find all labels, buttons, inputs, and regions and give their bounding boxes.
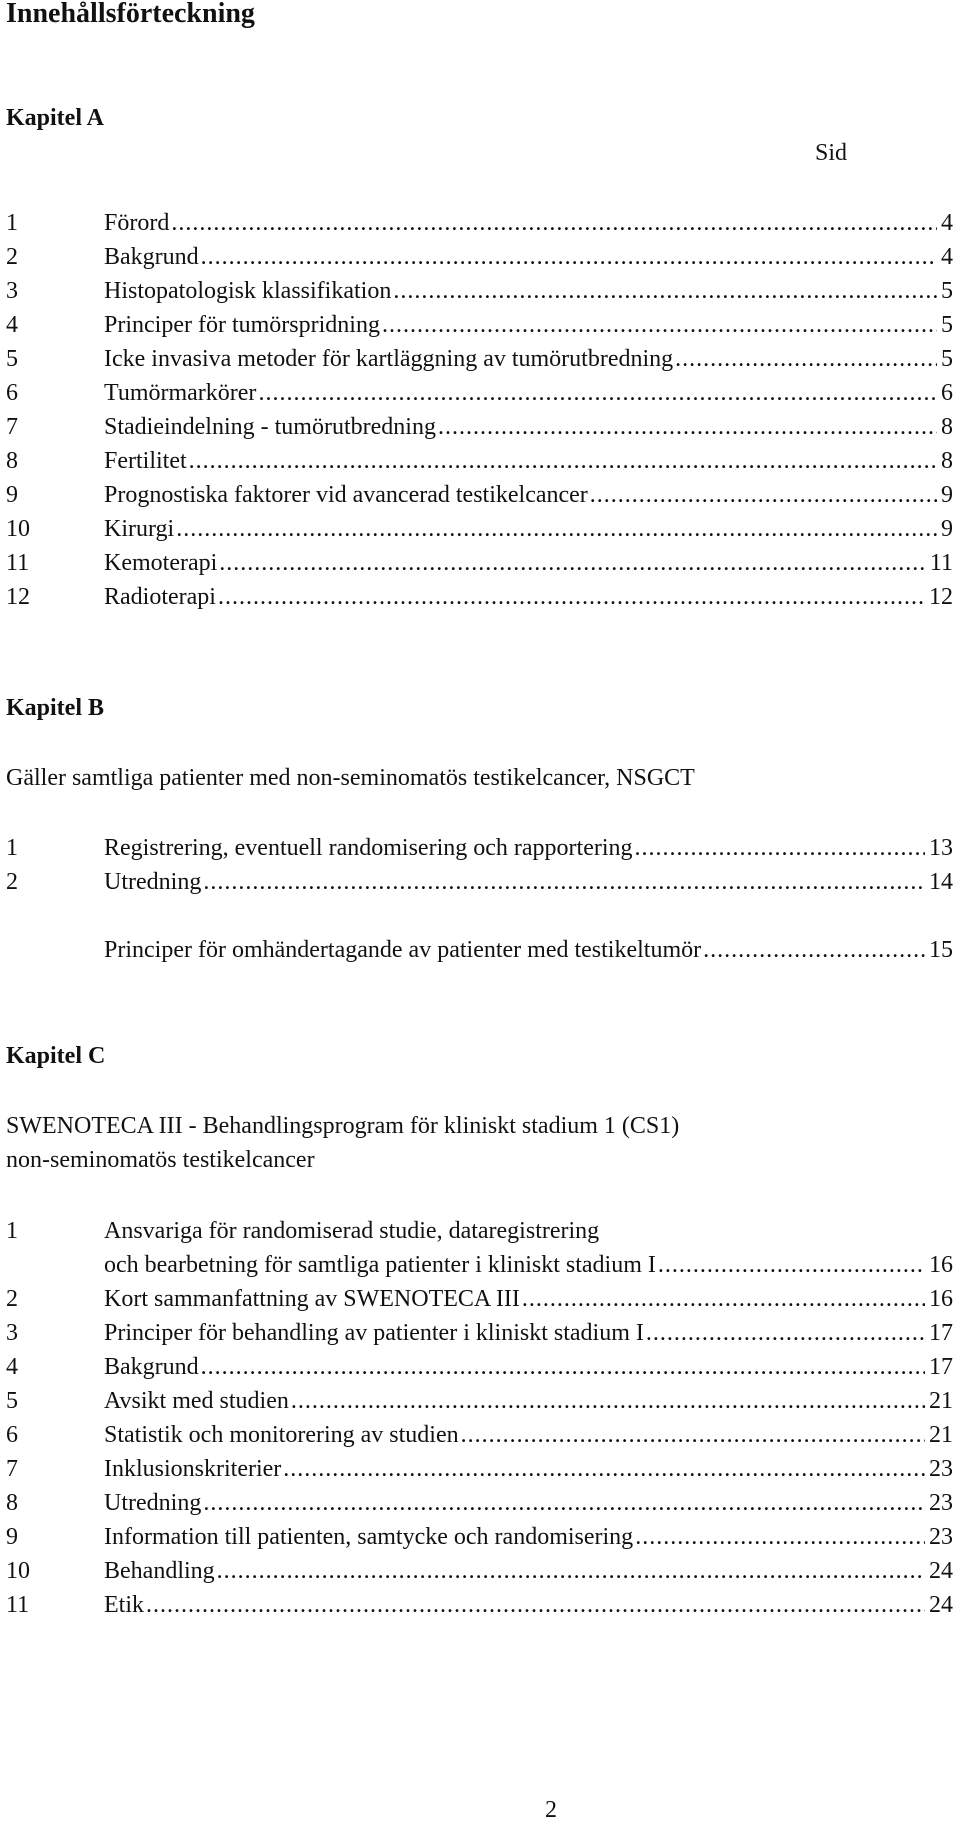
toc-row[interactable] — [6, 1422, 953, 1454]
toc-number: 2 — [6, 1286, 18, 1312]
toc-page: 8 — [941, 448, 953, 474]
toc-page: 23 — [929, 1524, 953, 1550]
toc-page: 17 — [929, 1354, 953, 1380]
toc-title: Kemoterapi — [104, 550, 218, 576]
toc-title: och bearbetning för samtliga patienter i kliniskt stadium I — [104, 1252, 656, 1278]
toc-row[interactable] — [6, 346, 953, 378]
toc-title: Utredning — [104, 869, 202, 895]
toc-title: Prognostiska faktorer vid avancerad testikelcancer — [104, 482, 588, 508]
toc-title: Fertilitet — [104, 448, 187, 474]
toc-number: 3 — [6, 1320, 18, 1346]
toc-number: 2 — [6, 869, 18, 895]
toc-number: 4 — [6, 312, 18, 338]
toc-number: 10 — [6, 1558, 30, 1584]
dot-leader — [393, 278, 937, 305]
toc-page: 21 — [929, 1422, 953, 1448]
toc-number: 5 — [6, 346, 18, 372]
toc-page: 4 — [941, 210, 953, 236]
dot-leader — [219, 550, 926, 577]
toc-number: 7 — [6, 1456, 18, 1482]
dot-leader — [703, 937, 925, 964]
toc-row[interactable] — [6, 1354, 953, 1386]
toc-page: 16 — [929, 1286, 953, 1312]
toc-number: 1 — [6, 835, 18, 861]
toc-number: 10 — [6, 516, 30, 542]
toc-number: 1 — [6, 1218, 18, 1244]
toc-number: 2 — [6, 244, 18, 270]
toc-title: Förord — [104, 210, 170, 236]
toc-row[interactable] — [6, 1592, 953, 1624]
toc-title: Behandling — [104, 1558, 215, 1584]
toc-page: 13 — [929, 835, 953, 861]
toc-page: 17 — [929, 1320, 953, 1346]
dot-leader — [218, 584, 925, 611]
dot-leader — [635, 835, 925, 862]
toc-page: 9 — [941, 482, 953, 508]
toc-row[interactable] — [6, 1524, 953, 1556]
toc-title: Inklusionskriterier — [104, 1456, 282, 1482]
toc-number: 11 — [6, 550, 30, 576]
toc-number: 8 — [6, 1490, 18, 1516]
toc-row[interactable] — [6, 414, 953, 446]
chapter-a-heading: Kapitel A — [6, 105, 105, 131]
toc-number: 6 — [6, 380, 18, 406]
dot-leader — [146, 1592, 925, 1619]
toc-row[interactable] — [6, 210, 953, 242]
toc-row[interactable] — [6, 937, 953, 969]
toc-page: 4 — [941, 244, 953, 270]
toc-page: 5 — [941, 346, 953, 372]
toc-title: Icke invasiva metoder för kartläggning av tumörutbredning — [104, 346, 674, 372]
toc-page: 11 — [929, 550, 953, 576]
toc-row[interactable] — [6, 278, 953, 310]
toc-page: 9 — [941, 516, 953, 542]
toc-title: Principer för behandling av patienter i kliniskt stadium I — [104, 1320, 644, 1346]
toc-title: Kort sammanfattning av SWENOTECA III — [104, 1286, 520, 1312]
toc-row[interactable] — [6, 1320, 953, 1352]
toc-page: 15 — [929, 937, 953, 963]
chapter-c-heading: Kapitel C — [6, 1043, 106, 1069]
toc-row[interactable] — [6, 482, 953, 514]
toc-page: 14 — [929, 869, 953, 895]
toc-page: 23 — [929, 1490, 953, 1516]
toc-page: 8 — [941, 414, 953, 440]
toc-number: 9 — [6, 482, 18, 508]
toc-title: Radioterapi — [104, 584, 216, 610]
page-title: Innehållsförteckning — [6, 0, 255, 29]
toc-number: 6 — [6, 1422, 18, 1448]
toc-page: 24 — [929, 1592, 953, 1618]
chapter-c-subtitle-line2: non-seminomatös testikelcancer — [6, 1147, 315, 1173]
toc-row[interactable] — [6, 1388, 953, 1420]
toc-number: 11 — [6, 1592, 30, 1618]
dot-leader — [201, 244, 937, 271]
toc-title: Statistik och monitorering av studien — [104, 1422, 459, 1448]
chapter-b-subtitle: Gäller samtliga patienter med non-seminomatös testikelcancer, NSGCT — [6, 765, 695, 791]
chapter-c-subtitle-line1: SWENOTECA III - Behandlingsprogram för kliniskt stadium 1 (CS1) — [6, 1113, 680, 1139]
toc-row[interactable] — [6, 869, 953, 901]
toc-row[interactable] — [6, 1286, 953, 1318]
toc-row[interactable] — [6, 584, 953, 616]
dot-leader — [635, 1524, 925, 1551]
toc-row[interactable] — [6, 312, 953, 344]
toc-page: 6 — [941, 380, 953, 406]
toc-row[interactable] — [6, 550, 953, 582]
toc-number: 1 — [6, 210, 18, 236]
toc-title: Avsikt med studien — [104, 1388, 289, 1414]
dot-leader — [189, 448, 937, 475]
dot-leader — [201, 1354, 925, 1381]
toc-page: 23 — [929, 1456, 953, 1482]
toc-page: 16 — [929, 1252, 953, 1278]
toc-row[interactable] — [6, 516, 953, 548]
toc-number: 12 — [6, 584, 30, 610]
dot-leader — [203, 869, 925, 896]
page-number: 2 — [545, 1797, 557, 1823]
toc-number: 9 — [6, 1524, 18, 1550]
dot-leader — [382, 312, 937, 339]
toc-row[interactable] — [6, 244, 953, 276]
dot-leader — [438, 414, 937, 441]
dot-leader — [217, 1558, 925, 1585]
dot-leader — [203, 1490, 925, 1517]
toc-row[interactable] — [6, 1558, 953, 1590]
toc-page: 24 — [929, 1558, 953, 1584]
dot-leader — [646, 1320, 925, 1347]
dot-leader — [461, 1422, 925, 1449]
toc-number: 3 — [6, 278, 18, 304]
toc-number: 7 — [6, 414, 18, 440]
toc-page: 21 — [929, 1388, 953, 1414]
toc-row[interactable] — [6, 1490, 953, 1522]
toc-row[interactable] — [6, 448, 953, 480]
toc-page: 12 — [929, 584, 953, 610]
toc-title: Utredning — [104, 1490, 202, 1516]
toc-number: 4 — [6, 1354, 18, 1380]
toc-title: Kirurgi — [104, 516, 175, 542]
dot-leader — [675, 346, 937, 373]
toc-title: Tumörmarkörer — [104, 380, 257, 406]
toc-title: Bakgrund — [104, 1354, 199, 1380]
toc-title: Principer för tumörspridning — [104, 312, 380, 338]
chapter-b-heading: Kapitel B — [6, 695, 105, 721]
toc-row[interactable] — [6, 835, 953, 867]
toc-row[interactable] — [6, 380, 953, 412]
toc-page: 5 — [941, 278, 953, 304]
toc-title: Histopatologisk klassifikation — [104, 278, 392, 304]
dot-leader — [291, 1388, 925, 1415]
toc-title: Information till patienten, samtycke och randomisering — [104, 1524, 634, 1550]
toc-title: Bakgrund — [104, 244, 199, 270]
toc-page: 5 — [941, 312, 953, 338]
dot-leader — [171, 210, 937, 237]
page-column-label: Sid — [815, 140, 848, 166]
dot-leader — [258, 380, 937, 407]
toc-title: Etik — [104, 1592, 144, 1618]
toc-title: Stadieindelning - tumörutbredning — [104, 414, 436, 440]
dot-leader — [176, 516, 937, 543]
dot-leader — [590, 482, 937, 509]
toc-number: 8 — [6, 448, 18, 474]
dot-leader — [522, 1286, 925, 1313]
dot-leader — [658, 1252, 925, 1279]
dot-leader — [283, 1456, 925, 1483]
toc-title: Principer för omhändertagande av patienter med testikeltumör — [104, 937, 702, 963]
toc-title-first-line: Ansvariga för randomiserad studie, dataregistrering — [104, 1218, 600, 1244]
toc-title: Registrering, eventuell randomisering och rapportering — [104, 835, 633, 861]
toc-row[interactable] — [6, 1456, 953, 1488]
toc-number: 5 — [6, 1388, 18, 1414]
